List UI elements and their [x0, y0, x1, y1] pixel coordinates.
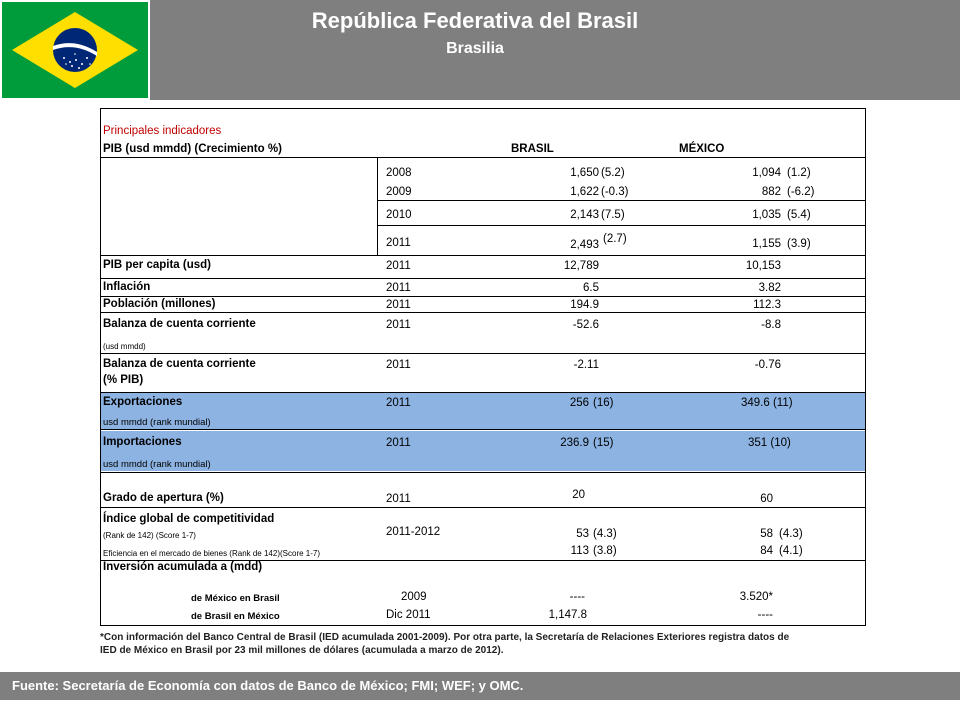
pib-year: 2008 [386, 167, 412, 179]
row-year: 2011 [386, 437, 411, 449]
row-year: 2011 [386, 282, 411, 294]
row-year: Dic 2011 [386, 609, 431, 621]
row-label-inflacion: Inflación [103, 281, 151, 293]
row-sublabel-2: Eficiencia en el mercado de bienes (Rank de 142)(Score 1-7) [103, 549, 321, 558]
divider [101, 296, 865, 297]
row-label-importaciones: Importaciones [103, 436, 182, 448]
divider [101, 278, 865, 279]
value-mexico: -8.8 [761, 319, 781, 331]
pib-mexico: 1,094 [752, 167, 781, 179]
value-brasil: 236.9 [560, 437, 589, 449]
pib-brasil-growth: (-0.3) [601, 186, 629, 198]
row-year: 2011 [386, 493, 411, 505]
row-sublabel: (usd mmdd) [103, 342, 146, 351]
page-subtitle: Brasilia [446, 40, 504, 57]
pib-mexico-growth: (1.2) [787, 167, 811, 179]
value-mexico: 10,153 [745, 260, 781, 272]
pib-mexico-growth: (3.9) [787, 238, 811, 250]
pib-mexico-growth: (5.4) [787, 209, 811, 221]
row-year: 2009 [401, 591, 427, 603]
value-mexico: 112.3 [753, 299, 781, 311]
row-year: 2011 [386, 359, 411, 371]
pib-brasil: 2,143 [570, 209, 599, 221]
value-brasil: 53 [576, 528, 589, 540]
row-year: 2011 [386, 397, 411, 409]
pib-year: 2009 [386, 186, 412, 198]
row-label-inversion: Inversión acumulada a (mdd) [103, 561, 263, 573]
pib-mexico: 1,155 [752, 238, 781, 250]
pib-brasil: 1,650 [570, 167, 599, 179]
footer-bar [0, 672, 960, 700]
value-mexico-score: (4.3) [779, 528, 803, 540]
divider [377, 200, 865, 201]
row-label-balanza-pib: Balanza de cuenta corriente [103, 358, 256, 370]
divider [101, 157, 865, 158]
pib-mexico-growth: (-6.2) [787, 186, 815, 198]
value-mexico: 349.6 (11) [741, 397, 793, 409]
row-sublabel: (% PIB) [103, 374, 144, 386]
row-year: 2011 [386, 260, 411, 272]
divider [101, 392, 865, 393]
pib-brasil: 2,493 [570, 239, 599, 251]
value-brasil: ---- [569, 591, 585, 603]
value-brasil: 20 [572, 489, 585, 501]
row-label-poblacion: Población (millones) [103, 298, 216, 310]
row-label-inversion-br-mx: de Brasil en México [191, 611, 280, 622]
value-mexico-2: 84 [760, 545, 773, 557]
value-mexico: 58 [760, 528, 773, 540]
row-year: 2011 [386, 299, 411, 311]
value-brasil: 194.9 [570, 299, 599, 311]
divider [377, 157, 378, 255]
value-brasil-rank: (15) [593, 437, 614, 449]
value-brasil-rank: (16) [593, 397, 614, 409]
footnote-line-2: IED de México en Brasil por 23 mil millones de dólares (acumulada a marzo de 2012). [100, 645, 504, 656]
footer-source: Fuente: Secretaría de Economía con datos de Banco de México; FMI; WEF; y OMC. [12, 678, 524, 693]
divider [377, 225, 865, 226]
value-brasil: 12,789 [563, 260, 599, 272]
row-label-pib-per-capita: PIB per capita (usd) [103, 259, 211, 271]
divider [101, 312, 865, 313]
row-label-inversion-mx-br: de México en Brasil [191, 593, 280, 604]
value-brasil-2: 113 [570, 545, 589, 557]
row-label-apertura: Grado de apertura (%) [103, 492, 224, 504]
value-brasil-2-score: (3.8) [593, 545, 617, 557]
col-header-brasil: BRASIL [511, 143, 554, 155]
row-label-balanza-usd: Balanza de cuenta corriente [103, 318, 256, 330]
divider [101, 255, 865, 256]
pib-brasil-growth: (2.7) [603, 233, 627, 245]
divider [101, 507, 865, 508]
row-sublabel: usd mmdd (rank mundial) [103, 417, 211, 428]
pib-year: 2011 [386, 237, 411, 249]
divider [101, 472, 865, 473]
col-header-mexico: MÉXICO [679, 143, 725, 155]
value-brasil: 256 [569, 397, 589, 409]
pib-brasil-growth: (5.2) [601, 167, 625, 179]
flag-container [0, 0, 150, 100]
footnote [100, 631, 860, 657]
row-year: 2011 [386, 319, 411, 331]
brazil-flag [2, 2, 148, 98]
pib-brasil: 1,622 [570, 186, 599, 198]
value-brasil: -52.6 [572, 319, 599, 331]
indicators-table [100, 108, 866, 626]
row-sublabel: usd mmdd (rank mundial) [103, 459, 211, 470]
value-mexico: 351 (10) [748, 437, 791, 449]
value-brasil: 6.5 [583, 282, 599, 294]
divider [101, 429, 865, 430]
value-mexico: ---- [757, 609, 773, 621]
header-bar [0, 0, 960, 100]
row-label-competitividad: Índice global de competitividad [103, 513, 275, 525]
value-brasil: -2.11 [573, 359, 599, 371]
value-mexico: 60 [760, 493, 773, 505]
value-mexico: 3.82 [758, 282, 781, 294]
row-sublabel: (Rank de 142) (Score 1-7) [103, 531, 196, 540]
value-brasil: 1,147.8 [548, 609, 587, 621]
value-mexico: -0.76 [754, 359, 781, 371]
col-header-indicator: PIB (usd mmdd) (Crecimiento %) [103, 143, 282, 155]
pib-mexico: 882 [761, 186, 781, 198]
row-year: 2011-2012 [386, 526, 441, 538]
row-label-exportaciones: Exportaciones [103, 396, 183, 408]
pib-mexico: 1,035 [752, 209, 781, 221]
page-title: República Federativa del Brasil [311, 8, 639, 33]
divider [101, 353, 865, 354]
pib-brasil-growth: (7.5) [601, 209, 625, 221]
pib-year: 2010 [386, 209, 412, 221]
footnote-line-1: *Con información del Banco Central de Brasil (IED acumulada 2001-2009). Por otra parte, la Secretaría de Relaciones Exteriores registra datos de [100, 632, 790, 643]
value-mexico-2-score: (4.1) [779, 545, 803, 557]
value-mexico: 3.520* [739, 591, 773, 603]
value-brasil-score: (4.3) [593, 528, 617, 540]
section-title: Principales indicadores [103, 125, 222, 137]
